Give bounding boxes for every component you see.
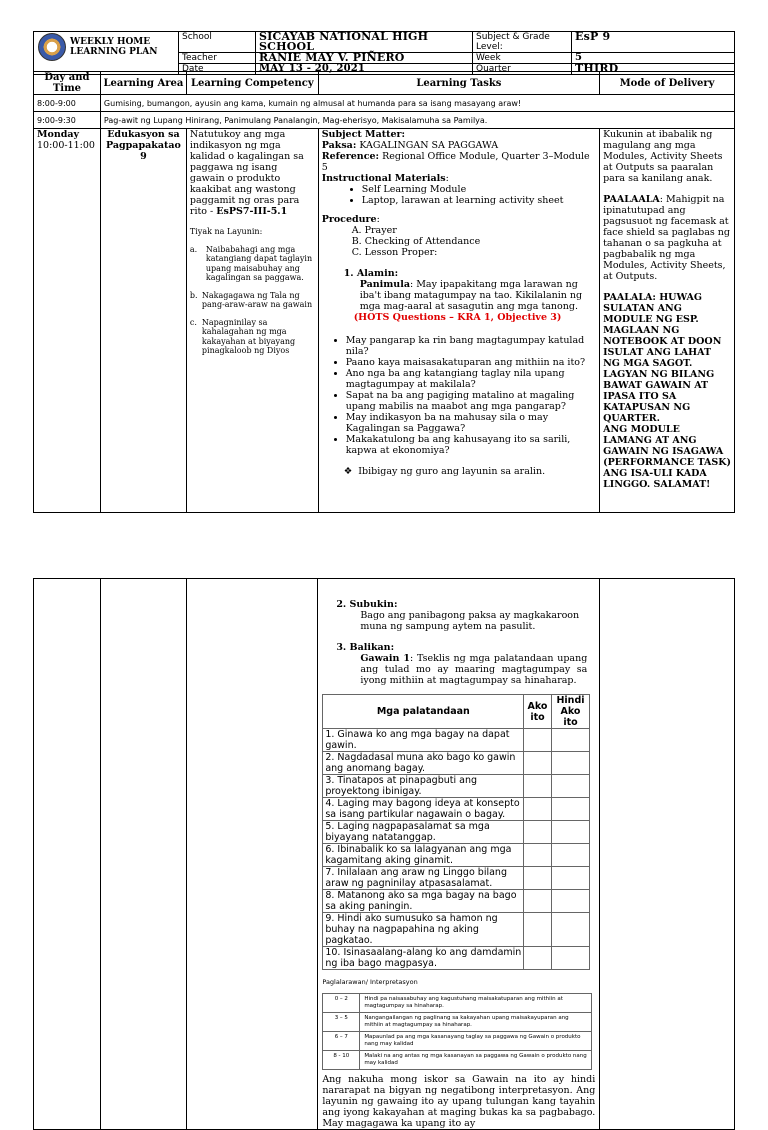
alamin-label: 1. Alamin xyxy=(343,268,395,279)
checklist-item: 1. Ginawa ko ang mga bagay na dapat gawin. xyxy=(323,729,524,752)
checklist-header: Mga palatandaan xyxy=(323,695,524,729)
teacher-label: Teacher xyxy=(179,53,256,64)
plan-table-continued xyxy=(33,578,735,1130)
interp-range: 6 – 7 xyxy=(323,1032,360,1051)
checklist-item: 4. Laging may bagong ideya at konsepto sa isang partikular nagawain o bagay. xyxy=(323,798,524,821)
checkbox-hindi[interactable] xyxy=(551,867,590,890)
materials-label: Instructional Materials xyxy=(321,173,446,184)
interp-text: Malaki na ang antas ng mga kasanayan sa paggawa ng Gawain o produkto nang may kalidad xyxy=(360,1051,592,1070)
checklist-header: Hindi Ako ito xyxy=(551,695,590,729)
question-item: • Ano nga ba ang katangiang taglay nila upang magtagumpay at makilala? xyxy=(346,368,596,390)
checklist-item: 5. Laging nagpapasalamat sa mga biyayang natatanggap. xyxy=(323,821,524,844)
subukin-text: Bago ang panibagong paksa ay magkakaroon muna ng sampung aytem na pasulit. xyxy=(360,610,580,632)
checkbox-hindi[interactable] xyxy=(551,913,590,947)
closing-paragraph: Ang nakuha mong iskor sa Gawain na ito ay hindi nararapat na bigyan ng negatibong interpretasyon. Ang layunin ng gawaing ito ay upang tulungan kang tayahin ang iyong kakayahan at maging bukas ka sa pagbabago. May magagawa ka upang ito ay xyxy=(322,1074,596,1129)
delivery-p1: Kukunin at ibabalik ng magulang ang mga Modules, Activity Sheets at Outputs sa paaralan para sa kanilang anak. xyxy=(603,129,723,184)
interp-text: Hindi pa naisasabuhay ang kagustuhang maisakatuparan ang mithiin at magtagumpay sa hinaharap. xyxy=(360,994,592,1013)
interp-title: Paglalarawan/ Interpretasyon xyxy=(322,978,418,986)
material-item: • Self Learning Module xyxy=(362,184,596,195)
checkbox-ako[interactable] xyxy=(524,821,551,844)
learning-tasks-cell: Subject Matter: Paksa: KAGALINGAN SA PAGGAWA Reference: Regional Office Module, Quarter 3–Module 5 Instructional Materials: • Self Learning Module • Laptop, larawan at learning activity sheet Procedure: A. Prayer B. Checking of Attendance C. Lesson Proper: 1. Alamin: Panimula: May ipapakitang mga larawan ng iba't ibang matagumpay na tao. Kikilalanin ng mga mag-aaral at sasagutin ang mga tanong. (HOTS Questions – KRA 1, Objective 3) • May pangarap ka rin bang magtagumpay katulad nila? • Paano kaya maisasakatuparan ang mithiin na ito? • Ano nga ba ang katangiang taglay nila upang magtagumpay at makilala? • Sapat na ba ang pagiging matalino at magaling upang mabilis na maabot ang mga pangarap? • May indikasyon ba na mahusay sila o may Kagalingan sa Paggawa? • Makakatulong ba ang kahusayang ito sa sarili, kapwa at ekonomiya? ❖ Ibibigay ng guro ang layunin sa aralin. xyxy=(318,129,599,513)
checkbox-ako[interactable] xyxy=(524,775,551,798)
procedure-label: Procedure xyxy=(321,214,377,225)
final-note: ❖ Ibibigay ng guro ang layunin sa aralin. xyxy=(343,466,546,477)
panimula: : May ipapakitang mga larawan ng iba't ibang matagumpay na tao. Kikilalanin ng mga mag-aaral at sasagutin ang mga tanong. xyxy=(359,279,583,312)
subject-matter-label: Subject Matter: xyxy=(321,129,406,140)
checklist-item: 3. Tinatapos at pinapagbuti ang proyektong ibinigay. xyxy=(323,775,524,798)
interpretation-table xyxy=(322,993,592,1070)
checkbox-ako[interactable] xyxy=(524,947,551,970)
checkbox-hindi[interactable] xyxy=(551,775,590,798)
interp-range: 0 – 2 xyxy=(323,994,360,1013)
col-day-time: Day and Time xyxy=(34,72,101,95)
subject-label: Subject & Grade Level: xyxy=(473,32,572,53)
interp-range: 8 - 10 xyxy=(323,1051,360,1070)
checklist-item: 10. Isinasaalang-alang ko ang damdamin ng iba bago magpasya. xyxy=(323,947,524,970)
subject-value: EsP 9 xyxy=(572,32,735,53)
checkbox-hindi[interactable] xyxy=(551,947,590,970)
logo-cell xyxy=(34,32,179,75)
question-item: • Makakatulong ba ang kahusayang ito sa sarili, kapwa at ekonomiya? xyxy=(346,434,596,456)
checkbox-hindi[interactable] xyxy=(551,798,590,821)
checkbox-ako[interactable] xyxy=(524,913,551,947)
checkbox-ako[interactable] xyxy=(524,890,551,913)
balikan-label: 3. Balikan xyxy=(336,642,391,653)
interp-range: 3 – 5 xyxy=(323,1013,360,1032)
schedule-text: Pag-awit ng Lupang Hinirang, Panimulang Panalangin, Mag-eherisyo, Makisalamuha sa Pamilya. xyxy=(100,112,734,129)
interp-text: Mapaunlad pa ang mga kasanayang taglay sa paggawa ng Gawain o produkto nang may kalidad xyxy=(360,1032,592,1051)
date-value: MAY 13 - 20, 2021 xyxy=(256,64,473,75)
checkbox-ako[interactable] xyxy=(524,844,551,867)
date-label: Date xyxy=(179,64,256,75)
procedure-item: C. Lesson Proper: xyxy=(351,247,438,258)
procedure-item: B. Checking of Attendance xyxy=(351,236,481,247)
checkbox-ako[interactable] xyxy=(524,798,551,821)
objective-item: b. Nakagagawa ng Tala ng pang-araw-araw na gawain xyxy=(189,290,313,309)
schedule-row xyxy=(34,112,735,129)
header-table xyxy=(33,31,735,75)
checklist-item: 2. Nagdadasal muna ako bago ko gawin ang anomang bagay. xyxy=(323,752,524,775)
col-learning-tasks: Learning Tasks xyxy=(318,72,599,95)
schedule-time: 8:00-9:00 xyxy=(34,95,101,112)
col-mode-delivery: Mode of Delivery xyxy=(600,72,735,95)
delivery-p2: : Mahigpit na ipinatutupad ang pagsusuot ng facemask at face shield sa paglabas ng tahanan o sa pagkuha at pagbabalik ng mga Modules, Activity Sheets, at Outputs. xyxy=(603,194,730,282)
plan-table xyxy=(33,71,735,513)
school-label: School xyxy=(179,32,256,53)
checkbox-ako[interactable] xyxy=(524,752,551,775)
checklist-item: 9. Hindi ako sumusuko sa hamon ng buhay na nagpapahina ng aking pagkatao. xyxy=(323,913,524,947)
checklist-item: 7. Inilalaan ang araw ng Linggo bilang araw ng pagninilay atpasasalamat. xyxy=(323,867,524,890)
competency-code: EsPS7-III-5.1 xyxy=(216,206,288,217)
competency-text: Natutukoy ang mga indikasyon ng mga kalidad o kagalingan sa paggawa ng isang gawain o produkto kaakibat ang wastong paggamit ng oras para rito - xyxy=(189,129,304,217)
quarter-value: THIRD xyxy=(572,64,735,75)
checkbox-hindi[interactable] xyxy=(551,844,590,867)
col-learning-competency: Learning Competency xyxy=(186,72,318,95)
checkbox-ako[interactable] xyxy=(524,867,551,890)
checklist-table xyxy=(322,694,590,970)
question-item: • May indikasyon ba na mahusay sila o may Kagalingan sa Paggawa? xyxy=(346,412,596,434)
checkbox-ako[interactable] xyxy=(524,729,551,752)
learning-tasks-continued: 2. Subukin: Bago ang panibagong paksa ay magkakaroon muna ng sampung aytem na pasulit. 3. Balikan: Gawain 1: Tseklis ng mga palatandaan upang ang tulad mo ay maaring magtagumpay sa iyong mithiin at magtagumpay sa hinaharap. Mga palatandaan Ako ito Hindi Ako ito 1. Ginawa ko ang mga bagay na dapat gawin. 2. Nagdadasal muna ako bago ko gawin ang anomang bagay. 3. Tinatapos at pinapagbuti ang proyektong ibinigay. 4. Laging may bagong ideya at konsepto sa isang partikular nagawain o bagay. 5. Laging nagpapasalamat sa mga biyayang natatanggap. 6. Ibinabalik ko sa lalagyanan ang mga kagamitang aking ginamit. 7. Inilalaan ang araw ng Linggo bilang araw ng pagninilay atpasasalamat. 8. Matanong ako sa mga bagay na bago sa aking paningin. 9. Hindi ako sumusuko sa hamon ng buhay na nagpapahina ng aking pagkatao. 10. Isinasaalang-alang ko ang damdamin ng iba bago magpasya. Paglalarawan/ Interpretasyon 0 – 2 Hindi pa naisasabuhay ang kagustuhang maisakatuparan ang mithiin at magtagumpay sa hinaharap. 3 – 5 Nangangailangan ng paglinang sa kakayahan upang maisakayuparan ang mithiin at magtagumpay sa hinaharap. 6 – 7 Mapaunlad pa ang mga kasanayang taglay sa paggawa ng Gawain o produkto nang may kalidad 8 - 10 Malaki na ang antas ng mga kasanayan sa paggawa ng Gawain o produkto nang may kalidad Ang nakuha mong iskor sa Gawain na ito ay hindi nararapat na bigyan ng negatibong interpretasyon. Ang layunin ng gawaing ito ay upang tulungan kang tayahin ang iyong kakayahan at maging bukas ka sa pagbabago. May magagawa ka upang ito ay xyxy=(318,579,600,1130)
checklist-header: Ako ito xyxy=(524,695,551,729)
week-value: 5 xyxy=(572,53,735,64)
week-label: Week xyxy=(473,53,572,64)
school-value: SICAYAB NATIONAL HIGH SCHOOL xyxy=(256,32,473,53)
hots-note: (HOTS Questions – KRA 1, Objective 3) xyxy=(353,312,562,323)
reference: Regional Office Module, Quarter 3–Module 5 xyxy=(321,151,590,173)
objective-item: c. Napagninilay sa kahalagahan ng mga kakayahan at biyayang pinagkaloob ng Diyos xyxy=(189,317,296,355)
paksa: KAGALINGAN SA PAGGAWA xyxy=(356,140,499,151)
col-learning-area: Learning Area xyxy=(100,72,186,95)
checkbox-hindi[interactable] xyxy=(551,729,590,752)
subukin-label: 2. Subukin xyxy=(336,599,394,610)
competency-cell xyxy=(186,129,318,513)
checkbox-hindi[interactable] xyxy=(551,821,590,844)
checklist-item: 8. Matanong ako sa mga bagay na bago sa aking paningin. xyxy=(323,890,524,913)
quarter-label: Quarter xyxy=(473,64,572,75)
gawain-label: Gawain 1 xyxy=(360,653,411,664)
schedule-time: 9:00-9:30 xyxy=(34,112,101,129)
question-item: • Paano kaya maisasakatuparan ang mithiin na ito? xyxy=(346,357,596,368)
checkbox-hindi[interactable] xyxy=(551,890,590,913)
deped-seal-icon xyxy=(38,33,66,61)
time-label: 10:00-11:00 xyxy=(37,140,95,151)
procedure-item: A. Prayer xyxy=(351,225,397,236)
delivery-p4: ANG MODULE LAMANG AT ANG GAWAIN NG ISAGAWA (PERFORMANCE TASK) ANG ISA-ULI KADA LINGGO. SALAMAT! xyxy=(603,424,731,490)
material-item: • Laptop, larawan at learning activity sheet xyxy=(362,195,596,206)
diamond-bullet-icon: ❖ xyxy=(343,466,353,477)
objectives-title: Tiyak na Layunin: xyxy=(189,227,263,236)
objective-item: a. Naibabahagi ang mga katangiang dapat taglayin upang maisabuhay ang kagalingan sa paggawa. xyxy=(189,244,313,282)
learning-area-cell xyxy=(100,129,186,513)
question-item: • Sapat na ba ang pagiging matalino at magaling upang mabilis na maabot ang mga pangarap? xyxy=(346,390,596,412)
delivery-cell: Kukunin at ibabalik ng magulang ang mga Modules, Activity Sheets at Outputs sa paaralan para sa kanilang anak. PAALAALA: Mahigpit na ipinatutupad ang pagsusuot ng facemask at face shield sa paglabas ng tahanan o sa pagkuha at pagbabalik ng mga Modules, Activity Sheets, at Outputs. PAALALA: HUWAG SULATAN ANG MODULE NG ESP. MAGLAAN NG NOTEBOOK AT DOON ISULAT ANG LAHAT NG MGA SAGOT. LAGYAN NG BILANG BAWAT GAWAIN AT IPASA ITO SA KATAPUSAN NG QUARTER. ANG MODULE LAMANG AT ANG GAWAIN NG ISAGAWA (PERFORMANCE TASK) ANG ISA-ULI KADA LINGGO. SALAMAT! xyxy=(600,129,735,513)
delivery-p3: PAALALA: HUWAG SULATAN ANG MODULE NG ESP. MAGLAAN NG NOTEBOOK AT DOON ISULAT ANG LAHAT NG MGA SAGOT. LAGYAN NG BILANG BAWAT GAWAIN AT IPASA ITO SA KATAPUSAN NG QUARTER. xyxy=(603,292,722,424)
learning-area: Edukasyon sa Pagpapakatao 9 xyxy=(105,129,181,162)
day-label: Monday xyxy=(37,129,80,140)
plan-title-2: LEARNING PLAN xyxy=(70,47,158,57)
checkbox-hindi[interactable] xyxy=(551,752,590,775)
day-time-cell xyxy=(34,129,101,513)
schedule-row xyxy=(34,95,735,112)
schedule-text: Gumising, bumangon, ayusin ang kama, kumain ng almusal at humanda para sa isang masayang araw! xyxy=(100,95,734,112)
teacher-value: RANIE MAY V. PIÑERO xyxy=(256,53,473,64)
interp-text: Nangangailangan ng paglinang sa kakayahan upang maisakayuparan ang mithiin at magtagumpay sa hinaharap. xyxy=(360,1013,592,1032)
checklist-item: 6. Ibinabalik ko sa lalagyanan ang mga kagamitang aking ginamit. xyxy=(323,844,524,867)
question-item: • May pangarap ka rin bang magtagumpay katulad nila? xyxy=(346,335,596,357)
plan-title-1: WEEKLY HOME xyxy=(70,37,151,47)
gawain-text: : Tseklis ng mga palatandaan upang ang tulad mo ay maaring magtagumpay sa iyong mithiin at magtagumpay sa hinaharap. xyxy=(360,653,588,686)
